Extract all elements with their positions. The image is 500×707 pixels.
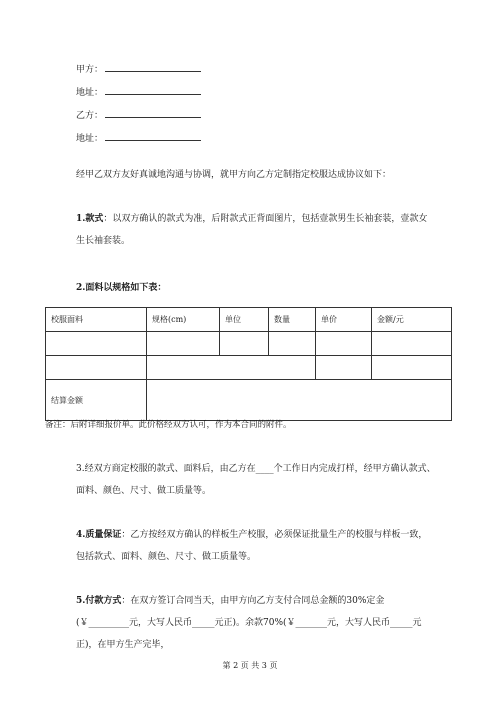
table-cell[interactable] [46,332,147,356]
table-cell[interactable] [147,356,316,380]
table-cell[interactable] [46,356,147,380]
page-footer: 第 2 页 共 3 页 [222,661,278,670]
intro-paragraph: 经甲乙双方友好真诚地沟通与协调，就甲方向乙方定制指定校服达成协议如下： [76,170,392,180]
clause-5-body: ：在双方签订合同当天，由甲方向乙方支付合同总金额的30%定金(￥_________元，大写人民币_____元正)。余款70%(￥_______元，大写人民币_____元正)，在甲方生产完毕， [76,596,422,650]
table-header-row [46,308,452,332]
spec-table [45,307,452,421]
party-b-address-label: 地址： [76,134,104,144]
header-unit-price: 单价 [316,308,372,332]
total-label: 结算金额 [46,380,147,421]
party-a-label: 甲方： [76,65,104,75]
clause-5-title: 5.付款方式 [76,596,122,606]
clause-1 [76,208,436,252]
table-cell[interactable] [269,332,316,356]
party-b-label: 乙方： [76,111,104,121]
clause-1-body: ：以双方确认的款式为准，后附款式正背面图片，包括壹款男生长袖套装，壹款女生长袖套装。 [76,214,428,246]
clause-3: 3.经双方商定校服的款式、面料后，由乙方在____个工作日内完成打样，经甲方确认款式、面料、颜色、尺寸、做工质量等。 [76,464,436,496]
table-row [46,356,452,380]
table-cell[interactable] [316,332,372,356]
party-a-line [76,62,201,76]
party-a-blank[interactable] [105,62,201,72]
clause-4-body: ：乙方按经双方确认的样板生产校服，必须保证批量生产的校服与样板一致，包括款式、面料、颜色、尺寸、做工质量等。 [76,530,428,562]
party-a-address-label: 地址： [76,88,104,98]
table-row [46,332,452,356]
table-cell[interactable] [372,332,452,356]
table-total-row [46,380,452,421]
header-spec: 规格(cm) [147,308,220,332]
clause-4-title: 4.质量保证 [76,530,122,540]
table-cell[interactable] [220,332,269,356]
table-note: 备注：后附详细报价单。此价格经双方认可，作为本合同的附件。 [45,420,292,430]
header-amount: 金额/元 [372,308,452,332]
header-quantity: 数量 [269,308,316,332]
party-a-address-blank[interactable] [105,85,201,95]
party-b-line [76,108,201,122]
party-b-blank[interactable] [105,108,201,118]
table-cell[interactable] [147,332,220,356]
header-fabric: 校服面料 [46,308,147,332]
party-a-address-line [76,85,201,99]
clause-1-title: 1.款式 [76,214,104,224]
party-b-address-line [76,131,201,145]
party-b-address-blank[interactable] [105,131,201,141]
clause-2-title: 2.面料以规格如下表： [76,283,167,293]
clause-4 [76,524,436,568]
total-amount-cell[interactable] [147,380,452,421]
header-unit: 单位 [220,308,269,332]
table-cell[interactable] [316,356,372,380]
clause-5 [76,590,436,656]
table-cell[interactable] [372,356,452,380]
